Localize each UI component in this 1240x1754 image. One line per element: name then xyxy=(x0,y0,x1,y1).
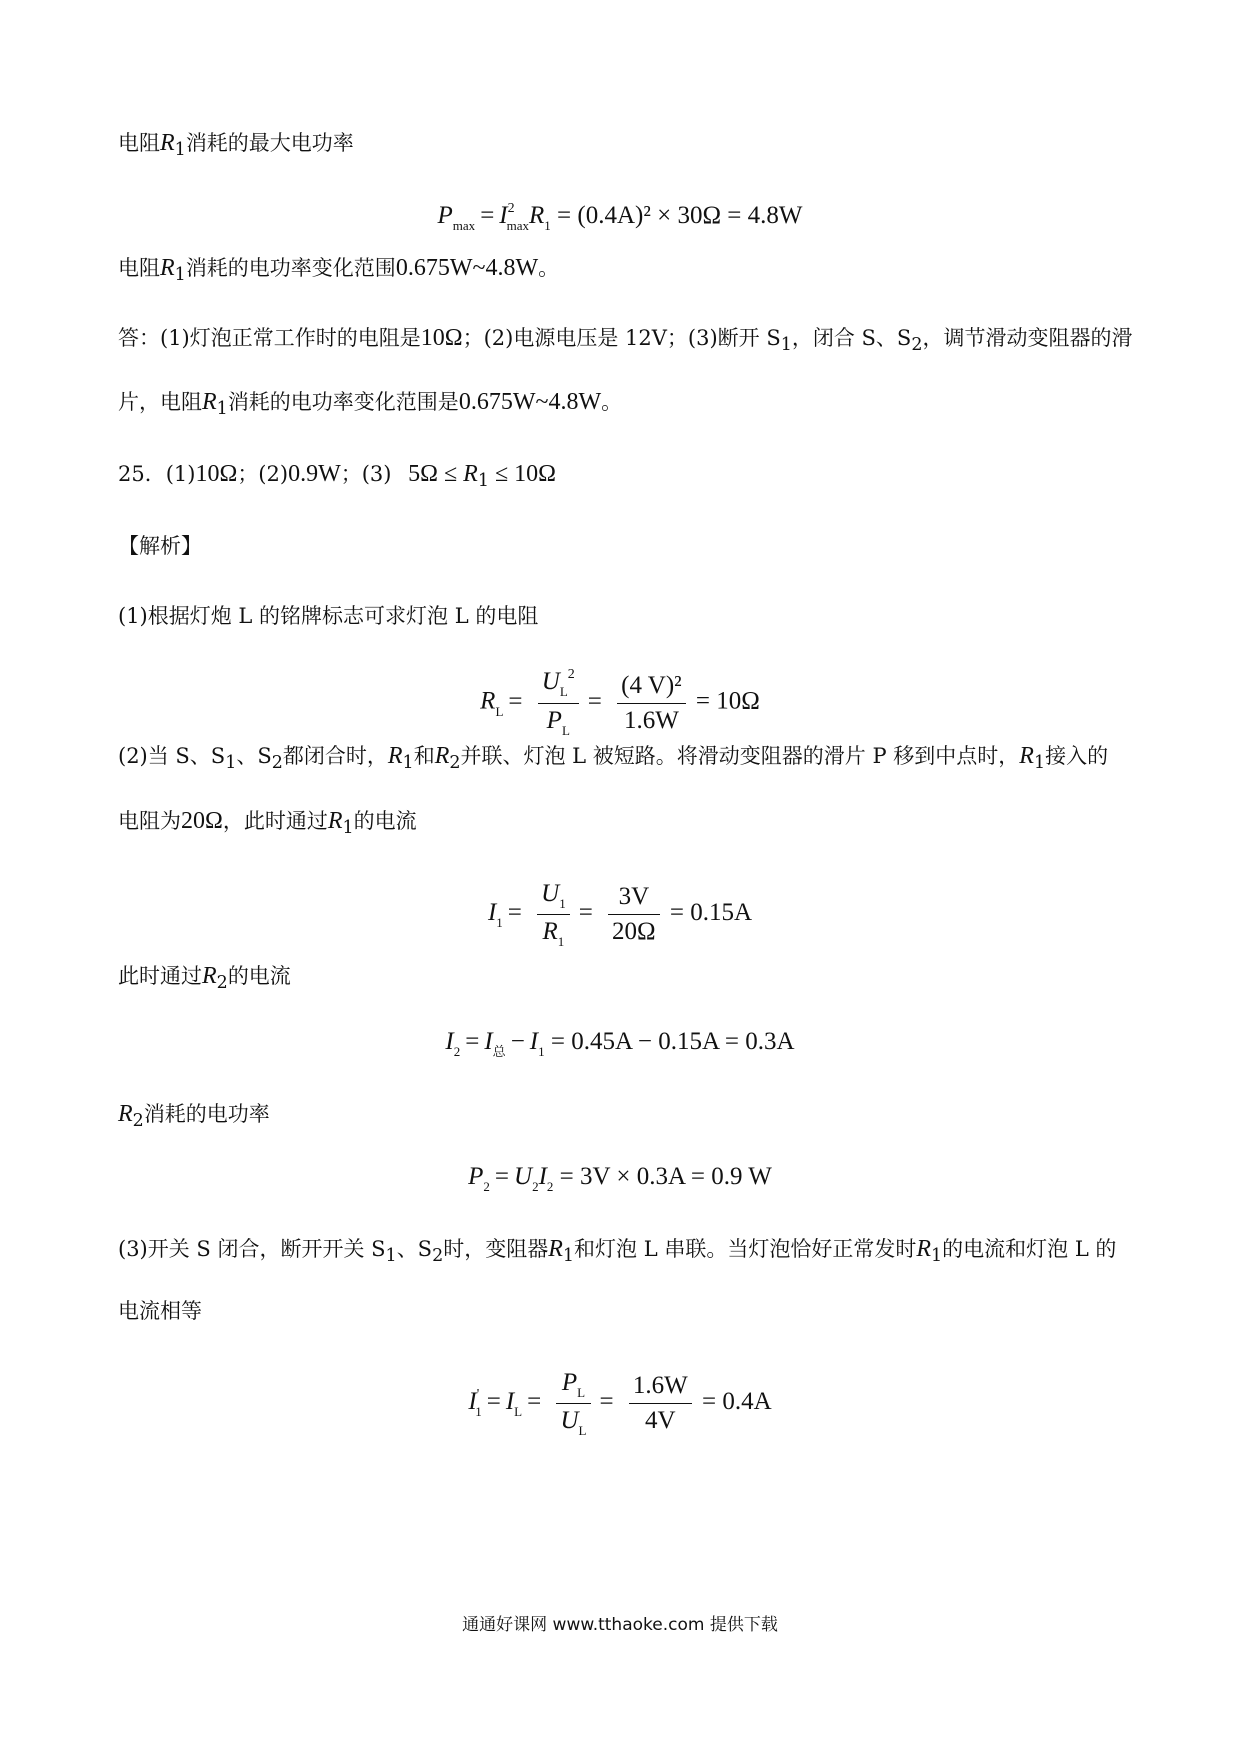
variable: I xyxy=(499,202,508,229)
text-line: (1)根据灯炮 L 的铭牌标志可求灯泡 L 的电阻 xyxy=(118,604,539,628)
superscript: ' xyxy=(476,1387,480,1403)
value: 10Ω xyxy=(195,461,238,487)
text-line xyxy=(118,1099,270,1136)
variable: R xyxy=(118,1101,133,1127)
variable: R xyxy=(463,461,478,487)
subscript: 1 xyxy=(174,140,186,161)
subscript: 1 xyxy=(496,915,503,931)
text: 消耗的电功率变化范围是 xyxy=(227,390,459,414)
text: 都闭合时， xyxy=(282,744,388,768)
value: 20Ω xyxy=(181,808,223,834)
denominator: 4V xyxy=(645,1407,676,1434)
equation-rest: = (0.4A)² × 30Ω = 4.8W xyxy=(557,202,803,229)
text: 消耗的电功率变化范围 xyxy=(185,256,396,280)
subscript: 1 xyxy=(225,753,237,774)
variable: R xyxy=(1019,743,1034,769)
value: 5Ω ≤ xyxy=(408,461,464,487)
text: 电阻为 xyxy=(118,809,181,833)
variable: R xyxy=(916,1236,931,1262)
text: 电阻 xyxy=(118,131,160,155)
subscript: max xyxy=(506,218,530,233)
subscript: 1 xyxy=(475,1404,482,1420)
subscript: L xyxy=(514,1404,523,1420)
subscript: 1 xyxy=(477,471,489,492)
text-line xyxy=(118,128,354,165)
question-25-answer xyxy=(118,459,556,496)
text-line: 电流相等 xyxy=(118,1299,202,1323)
text: 、S xyxy=(396,1237,433,1261)
text-line xyxy=(118,253,559,290)
variable: R xyxy=(542,918,558,945)
subscript: 1 xyxy=(931,1246,943,1267)
text: 答：(1)灯泡正常工作时的电阻是 xyxy=(118,326,421,350)
text: 。 xyxy=(601,390,623,414)
variable: U xyxy=(541,668,560,695)
value: ≤ 10Ω xyxy=(488,461,556,487)
variable: I xyxy=(529,1028,539,1055)
subscript: 2 xyxy=(483,1179,490,1194)
equation-rest: = 0.4A xyxy=(701,1388,772,1416)
subscript: 1 xyxy=(1033,753,1046,774)
text: 的电流 xyxy=(227,964,291,988)
text: 25．(1) xyxy=(118,462,196,486)
text: (3)开关 S 闭合，断开开关 S xyxy=(118,1237,386,1261)
denominator: 20Ω xyxy=(612,918,656,945)
variable: R xyxy=(434,743,450,769)
text: 、S xyxy=(236,744,272,768)
subscript: 2 xyxy=(216,973,228,994)
variable: I xyxy=(505,1388,515,1416)
text: (2)当 S、S xyxy=(118,744,226,768)
subscript: 2 xyxy=(132,1111,144,1132)
variable: R xyxy=(387,743,403,769)
variable: U xyxy=(560,1407,579,1434)
variable: R xyxy=(327,808,343,834)
variable: I xyxy=(445,1028,454,1055)
subscript: 2 xyxy=(271,753,283,774)
value: 0.9W xyxy=(288,461,341,487)
variable: R xyxy=(160,255,175,281)
subscript: 1 xyxy=(385,1246,397,1267)
variable: P xyxy=(561,1369,578,1396)
fraction xyxy=(537,877,570,952)
equation-pmax: $P_{max} = I^2_{max}R_1 = (0.4A)^2 \times 30\Omega = 4.8W$ xyxy=(437,201,803,233)
subscript: 1 xyxy=(557,934,565,949)
value: 0.675W~4.8W xyxy=(458,389,602,415)
superscript: 2 xyxy=(567,667,575,682)
subscript: 1 xyxy=(174,265,186,286)
subscript: 2 xyxy=(546,1179,554,1194)
fraction xyxy=(617,669,686,738)
variable: I xyxy=(484,1028,493,1055)
subscript: L xyxy=(561,723,570,738)
denominator: 1.6W xyxy=(623,706,679,734)
subscript: 1 xyxy=(544,218,551,233)
text: ，闭合 S、S xyxy=(791,326,912,350)
answer-line xyxy=(118,323,1132,360)
equation-i2: $I_2 = I_总 - I_1 = 0.45A - 0.15A = 0.3A$ xyxy=(445,1028,795,1059)
text-line xyxy=(118,741,1108,778)
numerator: (4 V)² xyxy=(617,669,686,704)
equation-rl: $R_L$ = $\frac{U_L^2}{P_L}$ = $\frac{\text{(4 V)²}}{1.6W}$ = 10Ω xyxy=(0,665,1240,741)
text: 消耗的最大电功率 xyxy=(185,131,354,155)
subscript: 1 xyxy=(562,1246,575,1267)
text: ；(2) xyxy=(237,462,289,486)
subscript: L xyxy=(559,684,568,699)
subscript: 2 xyxy=(432,1246,444,1267)
text: 。 xyxy=(538,256,560,280)
text: ，调节滑动变阻器的滑 xyxy=(922,326,1133,350)
equation-i1: $I_1$ = $\frac{U_1}{R_1}$ = $\frac{3V}{20\Omega}$ = 0.15A xyxy=(0,877,1240,952)
variable: P xyxy=(437,202,453,229)
text: 电阻 xyxy=(118,256,160,280)
text: 的电流和灯泡 L 的 xyxy=(942,1237,1117,1261)
fraction xyxy=(608,880,660,949)
text: 并联、灯泡 L 被短路。将滑动变阻器的滑片 P 移到中点时， xyxy=(460,744,1020,768)
variable: U xyxy=(541,880,560,907)
variable: R xyxy=(529,202,545,229)
text: ，此时通过 xyxy=(222,809,328,833)
variable: I xyxy=(538,1163,547,1190)
text: 片，电阻 xyxy=(118,390,202,414)
text-line xyxy=(118,961,291,998)
equation-rest: = 0.15A xyxy=(669,899,753,927)
variable: P xyxy=(546,707,562,734)
numerator: 1.6W xyxy=(629,1369,692,1404)
variable: R xyxy=(548,1236,563,1262)
text: 此时通过 xyxy=(118,964,202,988)
equation-rest: = 3V × 0.3A = 0.9 W xyxy=(559,1163,772,1190)
subscript: 1 xyxy=(402,753,414,774)
subscript: 2 xyxy=(453,1044,461,1059)
variable: P xyxy=(468,1163,484,1190)
equation-rest: = 0.45A − 0.15A = 0.3A xyxy=(550,1028,795,1055)
text: 消耗的电功率 xyxy=(143,1102,270,1126)
subscript: 总 xyxy=(492,1044,506,1059)
variable: R xyxy=(202,963,217,989)
text-line xyxy=(118,1234,1116,1271)
variable: I xyxy=(487,899,497,927)
superscript: 2 xyxy=(507,201,515,216)
text: 接入的 xyxy=(1045,744,1109,768)
value: 0.675W~4.8W xyxy=(395,255,539,281)
subscript: L xyxy=(578,1423,587,1438)
subscript: 1 xyxy=(342,818,354,839)
subscript: 2 xyxy=(911,335,923,356)
subscript: L xyxy=(495,703,504,719)
subscript: 1 xyxy=(538,1044,545,1059)
variable: R xyxy=(160,130,175,156)
text: ；(3) xyxy=(340,462,392,486)
text-line xyxy=(118,806,417,843)
equation-p2: $P_2 = U_2I_2 = 3V \times 0.3A = 0.9$ W xyxy=(468,1163,772,1194)
equation-rest: = 10Ω xyxy=(695,687,760,715)
fraction xyxy=(629,1369,692,1438)
answer-line xyxy=(118,387,622,424)
text: 和灯泡 L 串联。当灯泡恰好正常发时 xyxy=(574,1237,917,1261)
variable: R xyxy=(202,389,217,415)
variable: U xyxy=(514,1163,533,1190)
subscript: L xyxy=(577,1385,586,1400)
numerator: 3V xyxy=(608,880,660,915)
value: 10Ω xyxy=(420,325,463,351)
subscript: max xyxy=(452,218,476,233)
subscript: 2 xyxy=(532,1179,539,1194)
fraction xyxy=(556,1366,590,1441)
subscript: 2 xyxy=(449,753,461,774)
text: ；(2)电源电压是 12V；(3)断开 S xyxy=(462,326,781,350)
variable: R xyxy=(480,687,496,715)
equation-i1-prime: $I'_1 = I_L$ = $\frac{P_L}{U_L}$ = $\frac{1.6W}{4V}$ = 0.4A xyxy=(0,1366,1240,1441)
page-footer: 通通好课网 www.tthaoke.com 提供下载 xyxy=(462,1615,778,1635)
text: 的电流 xyxy=(353,809,417,833)
section-heading: 【解析】 xyxy=(118,534,202,558)
text: 和 xyxy=(413,744,435,768)
subscript: 1 xyxy=(559,896,566,911)
fraction xyxy=(538,665,579,741)
variable: I xyxy=(468,1388,477,1416)
subscript: 1 xyxy=(216,399,228,420)
subscript: 1 xyxy=(780,335,792,356)
text: 时，变阻器 xyxy=(443,1237,549,1261)
